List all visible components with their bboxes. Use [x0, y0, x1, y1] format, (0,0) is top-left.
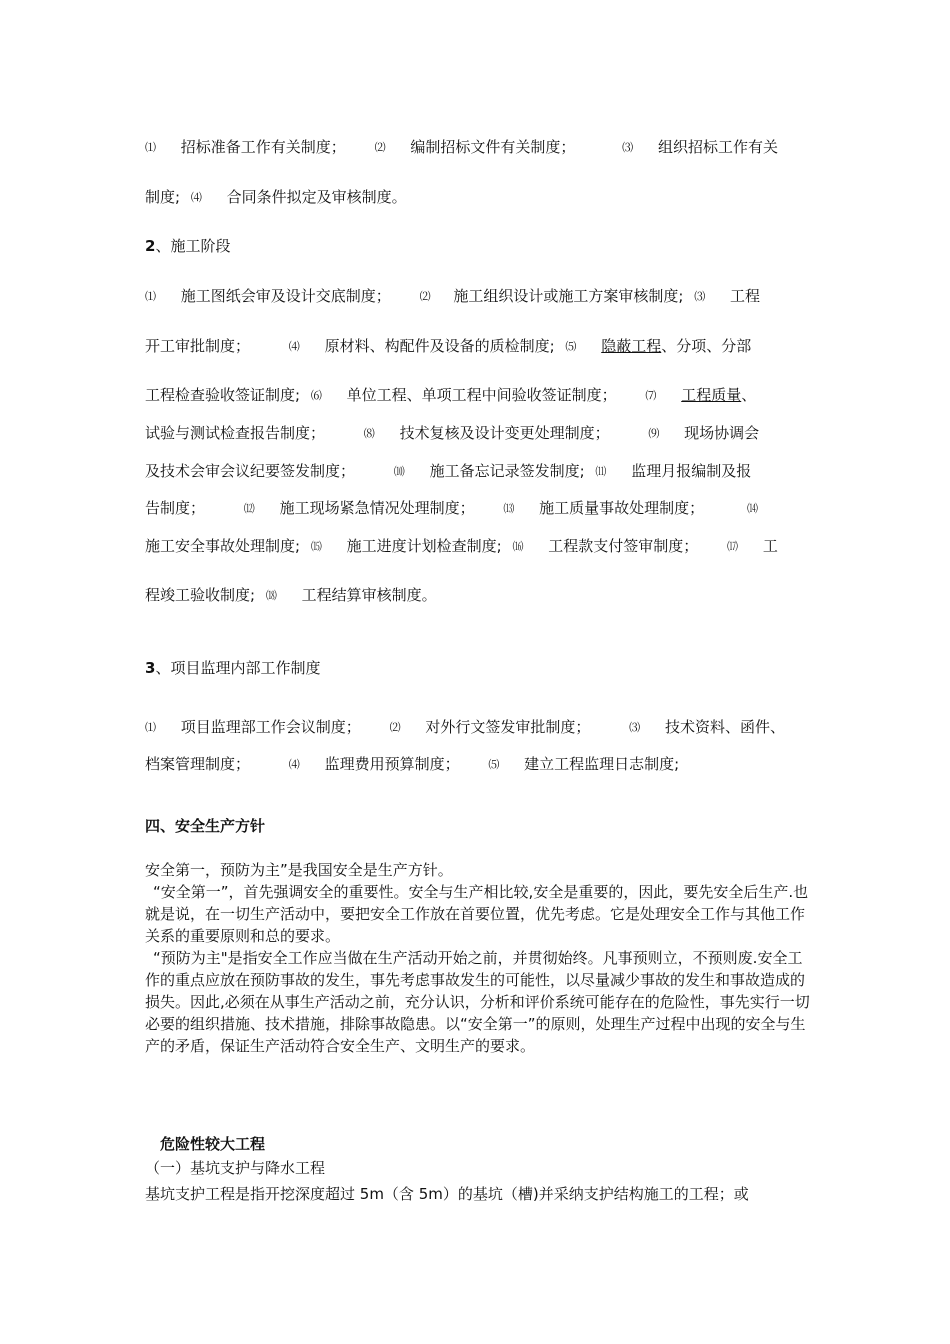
item-text: 制度;	[145, 188, 181, 206]
item-number: ⑾	[595, 465, 607, 478]
item-text: 告制度；	[145, 499, 206, 517]
section2-line-8	[145, 585, 437, 606]
item-text: 工	[762, 537, 778, 555]
item-number: ⑺	[645, 389, 657, 402]
section1-line-2	[145, 187, 407, 208]
item-number: ⑼	[648, 427, 660, 440]
item-text: 施工质量事故处理制度；	[539, 499, 705, 517]
item-text: 招标准备工作有关制度；	[180, 138, 346, 156]
item-number: ⑵	[374, 141, 386, 154]
item-text: 工程检查验收签证制度;	[145, 386, 301, 404]
item-text: 、	[741, 386, 757, 404]
item-number: ⒅	[265, 589, 277, 602]
paragraph: 安全第一，预防为主”是我国安全是生产方针。	[145, 861, 453, 879]
item-text: 监理费用预算制度；	[324, 755, 460, 773]
section2-line-1	[145, 286, 760, 307]
item-number: ⒁	[746, 502, 758, 515]
item-number: ⑷	[288, 758, 300, 771]
item-number: ⒂	[310, 540, 322, 553]
section1-line-1	[145, 137, 778, 158]
item-text: 项目监理部工作会议制度；	[180, 718, 361, 736]
item-text: 施工组织设计或施工方案审核制度;	[453, 287, 684, 305]
section5-paragraph: 基坑支护工程是指开挖深度超过 5m（含 5m）的基坑（槽)并采纳支护结构施工的工程；或	[145, 1185, 749, 1203]
section2-line-6	[145, 498, 758, 519]
item-number: ⑶	[622, 141, 634, 154]
item-text: 组织招标工作有关	[657, 138, 778, 156]
item-text: 施工现场紧急情况处理制度；	[279, 499, 475, 517]
item-text: 对外行文签发审批制度；	[425, 718, 591, 736]
section3-heading	[145, 658, 320, 678]
item-number: ⑿	[243, 502, 255, 515]
item-text: 施工图纸会审及设计交底制度；	[180, 287, 391, 305]
section2-line-5	[145, 461, 751, 482]
item-text: 开工审批制度；	[145, 337, 251, 355]
item-number: ⑶	[694, 290, 706, 303]
section2-line-3	[145, 385, 756, 406]
paragraph: “预防为主"是指安全工作应当做在生产活动开始之前，并贯彻始终。凡事预则立，不预则废.安全工作的重点应放在预防事故的发生，事先考虑事故发生的可能性，以尽量减少事故的发生和事故造成的损失。因此,必须在从事生产活动之前，充分认识，分析和评价系统可能存在的危险性，事先实行一切必要的组织措施、技术措施，排除事故隐患。以“安全第一”的原则，处理生产过程中出现的安全与生产的矛盾，保证生产活动符合安全生产、文明生产的要求。	[145, 949, 810, 1055]
section2-line-2	[145, 336, 751, 357]
item-text: 现场协调会	[684, 424, 760, 442]
item-number: ⑸	[488, 758, 500, 771]
item-number: ⑽	[393, 465, 405, 478]
section2-line-7	[145, 536, 778, 557]
section3-line-1	[145, 717, 785, 738]
item-text: 原材料、构配件及设备的质检制度;	[324, 337, 555, 355]
item-text: 工程	[729, 287, 760, 305]
item-text: 单位工程、单项工程中间验收签证制度；	[346, 386, 617, 404]
item-number: ⑹	[310, 389, 322, 402]
item-text: 工程结算审核制度。	[301, 586, 437, 604]
section5-heading: 危险性较大工程	[160, 1135, 266, 1153]
item-text: 档案管理制度；	[145, 755, 251, 773]
item-number: ⑵	[419, 290, 431, 303]
section4-heading: 四、安全生产方针	[145, 817, 266, 835]
item-text: 施工备忘记录签发制度;	[429, 462, 585, 480]
section2-heading	[145, 236, 230, 256]
item-text: 工程款支付签审制度；	[548, 537, 699, 555]
item-text: 程竣工验收制度;	[145, 586, 256, 604]
link-text[interactable]: 工程质量	[681, 386, 742, 404]
item-text: 技术复核及设计变更处理制度；	[399, 424, 610, 442]
item-text: 建立工程监理日志制度;	[524, 755, 680, 773]
section5-subheading: （一）基坑支护与降水工程	[145, 1159, 326, 1177]
item-number: ⑶	[629, 721, 641, 734]
item-number: ⑴	[145, 141, 156, 154]
item-number: ⒃	[512, 540, 524, 553]
item-number: ⒀	[503, 502, 515, 515]
item-number: ⑵	[389, 721, 401, 734]
section2-line-4	[145, 423, 759, 444]
section3-line-2	[145, 754, 679, 775]
section4-body	[145, 859, 817, 1057]
item-number: ⑴	[145, 290, 156, 303]
item-text: 监理月报编制及报	[631, 462, 752, 480]
item-text: 及技术会审会议纪要签发制度；	[145, 462, 356, 480]
item-text: 、分项、分部	[661, 337, 752, 355]
heading-text: 、项目监理内部工作制度	[155, 659, 321, 677]
heading-number: 3	[145, 659, 156, 677]
item-text: 技术资料、函件、	[664, 718, 785, 736]
heading-number: 2	[145, 237, 156, 255]
item-number: ⑸	[565, 340, 577, 353]
link-text[interactable]: 隐蔽工程	[601, 337, 662, 355]
item-text: 施工安全事故处理制度;	[145, 537, 301, 555]
item-number: ⑻	[363, 427, 375, 440]
heading-text: 、施工阶段	[155, 237, 231, 255]
item-text: 施工进度计划检查制度;	[346, 537, 502, 555]
item-number: ⑴	[145, 721, 156, 734]
item-number: ⑷	[190, 191, 202, 204]
paragraph: “安全第一”，首先强调安全的重要性。安全与生产相比较,安全是重要的，因此，要先安全后生产.也就是说，在一切生产活动中，要把安全工作放在首要位置，优先考虑。它是处理安全工作与其他工作关系的重要原则和总的要求。	[145, 883, 809, 945]
item-number: ⒄	[727, 540, 739, 553]
item-text: 编制招标文件有关制度；	[410, 138, 576, 156]
item-text: 试验与测试检查报告制度；	[145, 424, 326, 442]
item-text: 合同条件拟定及审核制度。	[226, 188, 407, 206]
item-number: ⑷	[288, 340, 300, 353]
